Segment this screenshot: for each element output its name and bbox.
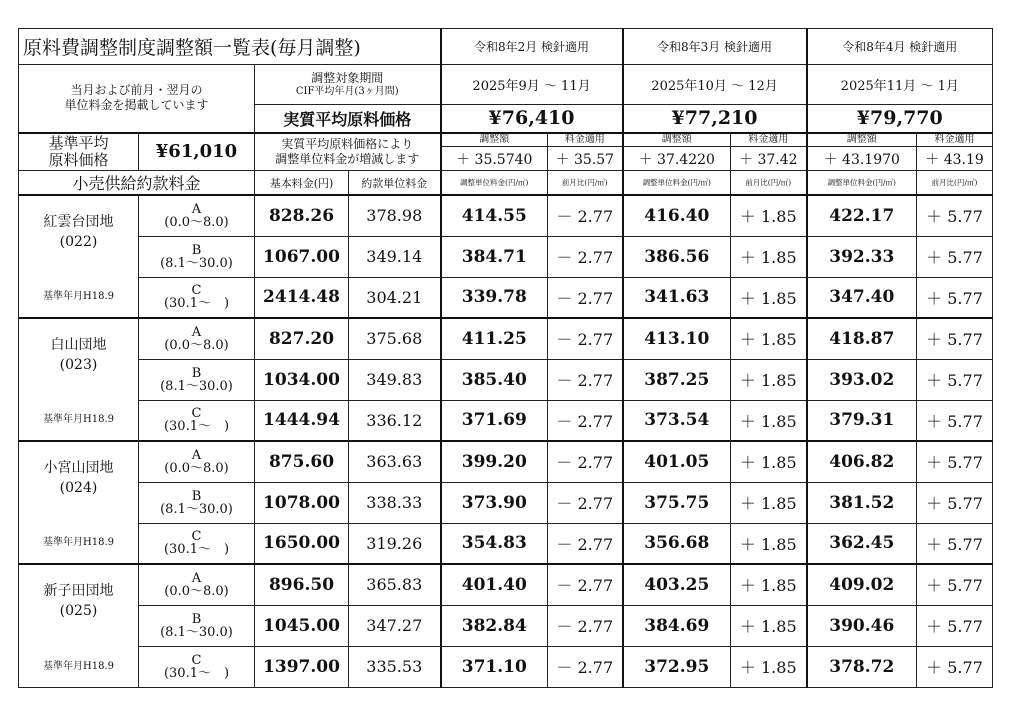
tier-letter: B	[191, 611, 202, 627]
period-label: 調整対象期間	[311, 71, 384, 85]
tier-b	[139, 236, 255, 277]
basic-fee: 875.60	[255, 441, 349, 482]
prev-month-diff: ＋ 1.85	[731, 277, 807, 318]
group-name: 小宮山団地	[43, 460, 114, 476]
col-header-unit: 約款単位料金	[349, 171, 441, 196]
prev-month-diff: ＋ 1.85	[731, 359, 807, 400]
tier-letter: A	[191, 570, 202, 586]
tier-range: (0.0〜8.0)	[164, 214, 229, 230]
basic-fee: 1397.00	[255, 646, 349, 687]
adjusted-unit-fee: 341.63	[623, 277, 731, 318]
adjusted-unit-fee: 386.56	[623, 236, 731, 277]
prev-month-diff: ＋ 5.77	[917, 441, 993, 482]
adjusted-unit-fee: 406.82	[807, 441, 917, 482]
adjusted-unit-fee: 411.25	[441, 318, 548, 359]
prev-month-diff: ＋ 5.77	[917, 195, 993, 236]
basic-fee: 896.50	[255, 564, 349, 605]
adjusted-unit-fee: 372.95	[623, 646, 731, 687]
tier-letter: B	[191, 365, 202, 381]
table-row	[19, 236, 993, 277]
basic-fee: 1045.00	[255, 605, 349, 646]
adj-value-2: ＋ 37.4220	[623, 147, 731, 171]
tier-letter: B	[191, 242, 202, 258]
adjusted-unit-fee: 382.84	[441, 605, 548, 646]
month-label-1: 令和8年2月 検針適用	[441, 29, 623, 65]
tier-c	[139, 400, 255, 441]
table-row	[19, 400, 993, 441]
tier-a	[139, 564, 255, 605]
group-name-cell	[19, 564, 139, 687]
avg-price-2: ¥77,210	[623, 105, 807, 133]
group-name-cell	[19, 195, 139, 318]
prev-month-diff: ＋ 1.85	[731, 236, 807, 277]
unit-fee: 304.21	[349, 277, 441, 318]
tier-range: (8.1〜30.0)	[160, 501, 233, 517]
adjusted-unit-fee: 378.72	[807, 646, 917, 687]
prev-month-diff: － 2.77	[548, 564, 623, 605]
prev-month-diff: ＋ 5.77	[917, 564, 993, 605]
group-base-year: 基準年月H18.9	[43, 414, 114, 425]
unit-fee: 363.63	[349, 441, 441, 482]
tier-range: (8.1〜30.0)	[160, 378, 233, 394]
adjusted-unit-fee: 387.25	[623, 359, 731, 400]
adjustment-table	[18, 28, 993, 688]
table-row	[19, 646, 993, 687]
tier-range: (30.1〜 )	[163, 542, 230, 558]
display-note-line-2: 単位料金を掲載しています	[64, 98, 209, 113]
prev-month-diff: － 2.77	[548, 277, 623, 318]
tier-c	[139, 646, 255, 687]
table-row	[19, 523, 993, 564]
table-body	[19, 29, 993, 688]
adjusted-unit-fee: 379.31	[807, 400, 917, 441]
tier-letter: A	[191, 447, 202, 463]
rate-sheet	[18, 28, 992, 684]
prev-month-diff: ＋ 5.77	[917, 482, 993, 523]
prev-month-diff: － 2.77	[548, 195, 623, 236]
col-header-adj-3: 調整単位料金(円/㎥)	[807, 171, 917, 196]
prev-month-diff: － 2.77	[548, 482, 623, 523]
prev-month-diff: ＋ 1.85	[731, 195, 807, 236]
tier-range: (0.0〜8.0)	[164, 583, 229, 599]
prev-month-diff: ＋ 5.77	[917, 523, 993, 564]
group-code: (023)	[59, 357, 98, 373]
adjusted-unit-fee: 414.55	[441, 195, 548, 236]
adjusted-unit-fee: 409.02	[807, 564, 917, 605]
adjusted-unit-fee: 375.75	[623, 482, 731, 523]
prev-month-diff: ＋ 1.85	[731, 400, 807, 441]
prev-month-diff: ＋ 1.85	[731, 523, 807, 564]
prev-month-diff: ＋ 5.77	[917, 359, 993, 400]
prev-month-diff: － 2.77	[548, 359, 623, 400]
basic-fee: 1078.00	[255, 482, 349, 523]
adjust-note	[255, 133, 441, 171]
prev-month-diff: ＋ 5.77	[917, 236, 993, 277]
tier-range: (0.0〜8.0)	[164, 460, 229, 476]
group-base-year: 基準年月H18.9	[43, 291, 114, 302]
prev-month-diff: ＋ 5.77	[917, 400, 993, 441]
unit-fee: 336.12	[349, 400, 441, 441]
basic-fee: 828.26	[255, 195, 349, 236]
adjusted-unit-fee: 381.52	[807, 482, 917, 523]
group-name: 新子田団地	[43, 583, 114, 599]
group-name: 紅雲台団地	[43, 214, 114, 230]
adjusted-unit-fee: 392.33	[807, 236, 917, 277]
tier-letter: A	[191, 324, 202, 340]
avg-price-label: 実質平均原料価格	[255, 105, 441, 133]
table-row	[19, 564, 993, 605]
basic-fee: 1444.94	[255, 400, 349, 441]
period-2: 2025年10月 〜 12月	[623, 65, 807, 105]
basic-fee: 2414.48	[255, 277, 349, 318]
prev-month-diff: ＋ 1.85	[731, 646, 807, 687]
fee-value-3: ＋ 43.19	[917, 147, 993, 171]
prev-month-diff: ＋ 1.85	[731, 564, 807, 605]
tier-range: (30.1〜 )	[163, 296, 230, 312]
unit-fee: 347.27	[349, 605, 441, 646]
adj-header-3: 調整額	[807, 133, 917, 147]
adjusted-unit-fee: 399.20	[441, 441, 548, 482]
prev-month-diff: ＋ 1.85	[731, 482, 807, 523]
tier-a	[139, 195, 255, 236]
adjusted-unit-fee: 362.45	[807, 523, 917, 564]
fee-header-3: 料金適用	[917, 133, 993, 147]
page-title: 原料費調整制度調整額一覧表(毎月調整)	[19, 29, 441, 65]
tier-letter: C	[191, 652, 202, 668]
group-base-year: 基準年月H18.9	[43, 537, 114, 548]
col-header-ratio-3: 前月比(円/㎥)	[917, 171, 993, 196]
prev-month-diff: ＋ 5.77	[917, 646, 993, 687]
tier-a	[139, 441, 255, 482]
tier-b	[139, 482, 255, 523]
base-price-value: ¥61,010	[139, 133, 255, 171]
tier-b	[139, 605, 255, 646]
unit-fee: 338.33	[349, 482, 441, 523]
tier-range: (8.1〜30.0)	[160, 255, 233, 271]
period-3: 2025年11月 〜 1月	[807, 65, 993, 105]
prev-month-diff: － 2.77	[548, 400, 623, 441]
adjusted-unit-fee: 416.40	[623, 195, 731, 236]
adjusted-unit-fee: 339.78	[441, 277, 548, 318]
tier-letter: C	[191, 283, 202, 299]
base-price-label-line-1: 基準平均	[48, 133, 109, 152]
table-row	[19, 195, 993, 236]
period-header	[255, 65, 441, 105]
table-row	[19, 277, 993, 318]
period-1: 2025年9月 〜 11月	[441, 65, 623, 105]
adj-value-1: ＋ 35.5740	[441, 147, 548, 171]
prev-month-diff: ＋ 1.85	[731, 605, 807, 646]
tier-letter: A	[191, 201, 202, 217]
table-row	[19, 605, 993, 646]
adjust-note-line-2: 調整単位料金が増減します	[275, 151, 420, 166]
table-row	[19, 441, 993, 482]
period-sublabel: CIF平均年月(3ヶ月間)	[295, 86, 399, 97]
prev-month-diff: － 2.77	[548, 605, 623, 646]
adjusted-unit-fee: 356.68	[623, 523, 731, 564]
avg-price-1: ¥76,410	[441, 105, 623, 133]
col-header-adj-1: 調整単位料金(円/㎥)	[441, 171, 548, 196]
prev-month-diff: － 2.77	[548, 236, 623, 277]
adjusted-unit-fee: 401.40	[441, 564, 548, 605]
unit-fee: 335.53	[349, 646, 441, 687]
adjusted-unit-fee: 373.54	[623, 400, 731, 441]
tier-letter: C	[191, 529, 202, 545]
adjust-note-line-1: 実質平均原料価格により	[281, 136, 414, 151]
group-code: (022)	[59, 234, 98, 250]
adj-header-2: 調整額	[623, 133, 731, 147]
adjusted-unit-fee: 403.25	[623, 564, 731, 605]
group-code: (024)	[59, 480, 98, 496]
prev-month-diff: － 2.77	[548, 646, 623, 687]
col-header-basic: 基本料金(円)	[255, 171, 349, 196]
col-header-ratio-2: 前月比(円/㎥)	[731, 171, 807, 196]
tier-range: (30.1〜 )	[163, 665, 230, 681]
table-row	[19, 318, 993, 359]
group-name-cell	[19, 441, 139, 564]
display-note	[19, 65, 255, 133]
basic-fee: 1067.00	[255, 236, 349, 277]
adjusted-unit-fee: 347.40	[807, 277, 917, 318]
prev-month-diff: － 2.77	[548, 318, 623, 359]
tier-c	[139, 523, 255, 564]
adj-value-3: ＋ 43.1970	[807, 147, 917, 171]
tier-range: (30.1〜 )	[163, 419, 230, 435]
prev-month-diff: ＋ 5.77	[917, 318, 993, 359]
prev-month-diff: ＋ 5.77	[917, 277, 993, 318]
prev-month-diff: ＋ 1.85	[731, 441, 807, 482]
adjusted-unit-fee: 393.02	[807, 359, 917, 400]
table-row	[19, 359, 993, 400]
table-row	[19, 482, 993, 523]
adjusted-unit-fee: 373.90	[441, 482, 548, 523]
group-base-year: 基準年月H18.9	[43, 660, 114, 672]
adjusted-unit-fee: 401.05	[623, 441, 731, 482]
basic-fee: 827.20	[255, 318, 349, 359]
group-code: (025)	[59, 603, 98, 619]
tier-letter: B	[191, 488, 202, 504]
adjusted-unit-fee: 418.87	[807, 318, 917, 359]
adjusted-unit-fee: 354.83	[441, 523, 548, 564]
tier-range: (0.0〜8.0)	[164, 337, 229, 353]
col-header-ratio-1: 前月比(円/㎥)	[548, 171, 623, 196]
tier-letter: C	[191, 406, 202, 422]
adjusted-unit-fee: 384.69	[623, 605, 731, 646]
display-note-line-1: 当月および前月・翌月の	[70, 83, 203, 98]
fee-header-2: 料金適用	[731, 133, 807, 147]
prev-month-diff: － 2.77	[548, 441, 623, 482]
col-header-adj-2: 調整単位料金(円/㎥)	[623, 171, 731, 196]
prev-month-diff: ＋ 5.77	[917, 605, 993, 646]
adjusted-unit-fee: 371.10	[441, 646, 548, 687]
month-label-2: 令和8年3月 検針適用	[623, 29, 807, 65]
section-label: 小売供給約款料金	[19, 171, 255, 196]
fee-value-1: ＋ 35.57	[548, 147, 623, 171]
unit-fee: 319.26	[349, 523, 441, 564]
base-price-label	[19, 133, 139, 171]
prev-month-diff: ＋ 1.85	[731, 318, 807, 359]
unit-fee: 349.14	[349, 236, 441, 277]
tier-a	[139, 318, 255, 359]
group-name-cell	[19, 318, 139, 441]
avg-price-3: ¥79,770	[807, 105, 993, 133]
adjusted-unit-fee: 384.71	[441, 236, 548, 277]
unit-fee: 375.68	[349, 318, 441, 359]
fee-value-2: ＋ 37.42	[731, 147, 807, 171]
prev-month-diff: － 2.77	[548, 523, 623, 564]
adjusted-unit-fee: 371.69	[441, 400, 548, 441]
adjusted-unit-fee: 390.46	[807, 605, 917, 646]
tier-c	[139, 277, 255, 318]
basic-fee: 1034.00	[255, 359, 349, 400]
adj-header-1: 調整額	[441, 133, 548, 147]
unit-fee: 349.83	[349, 359, 441, 400]
unit-fee: 378.98	[349, 195, 441, 236]
tier-range: (8.1〜30.0)	[160, 624, 233, 640]
group-name: 白山団地	[50, 337, 107, 353]
fee-header-1: 料金適用	[548, 133, 623, 147]
base-price-label-line-2: 原料価格	[48, 150, 109, 169]
month-label-3: 令和8年4月 検針適用	[807, 29, 993, 65]
adjusted-unit-fee: 422.17	[807, 195, 917, 236]
unit-fee: 365.83	[349, 564, 441, 605]
basic-fee: 1650.00	[255, 523, 349, 564]
adjusted-unit-fee: 385.40	[441, 359, 548, 400]
adjusted-unit-fee: 413.10	[623, 318, 731, 359]
tier-b	[139, 359, 255, 400]
